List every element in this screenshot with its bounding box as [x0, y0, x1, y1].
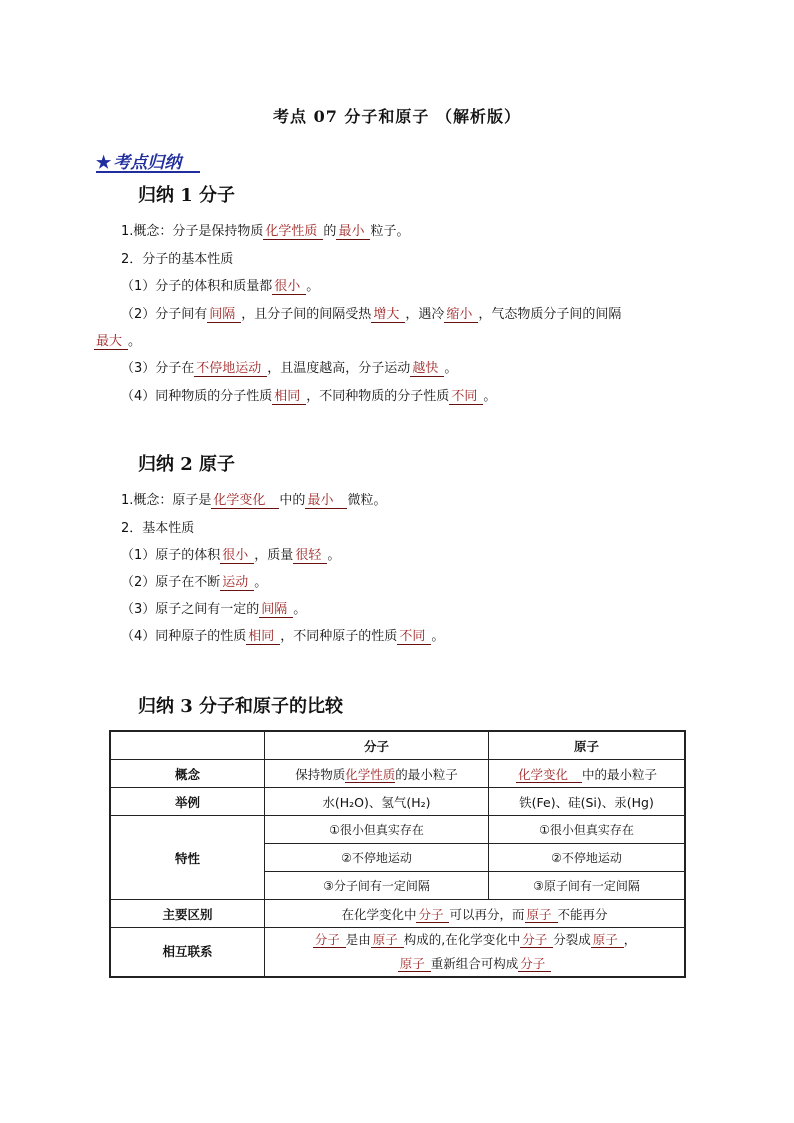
s1-line-4: （2）分子间有 间隔 ，且分子间的间隔受热 增大 ，遇冷 缩小 ，气态物质分子间的间隔: [121, 307, 622, 322]
star-icon: ★: [96, 153, 112, 173]
summary-badge: [96, 148, 181, 173]
s2-line-3: （1）原子的体积 很小 ，质量 很轻 。: [121, 548, 341, 563]
difference-cell: 在化学变化中 分子 可以再分，而 原子 不能再分: [265, 900, 686, 928]
s1-line-2: 2．分子的基本性质: [121, 252, 234, 267]
s2-line-6: （4）同种原子的性质 相同 ，不同种原子的性质 不同 。: [121, 629, 445, 644]
s2-line-5: （3）原子之间有一定的 间隔 。: [121, 602, 307, 617]
row-label-example: 举例: [110, 788, 265, 816]
s2-line-2: 2．基本性质: [121, 521, 195, 536]
s2-line-1: 1.概念：原子是 化学变化 中的 最小 微粒。: [121, 493, 387, 508]
molecule-property-1: ①很小但真实存在: [265, 816, 489, 844]
column-header-atom: 原子: [488, 731, 685, 760]
s1-line-6: （4）同种物质的分子性质 相同 ，不同种物质的分子性质 不同 。: [121, 389, 497, 404]
page-title: 考点 07 分子和原子 （解析版）: [273, 107, 521, 126]
row-label-property: 特性: [110, 816, 265, 900]
table-row: [110, 928, 685, 978]
section-2-heading: 归纳 2 原子: [138, 454, 236, 475]
table-row: [110, 816, 685, 844]
row-label-difference: 主要区别: [110, 900, 265, 928]
column-header-molecule: 分子: [265, 731, 489, 760]
s1-line-1: 1.概念：分子是保持物质 化学性质 的 最小 粒子。: [121, 224, 410, 239]
row-label-concept: 概念: [110, 760, 265, 788]
molecule-property-2: ②不停地运动: [265, 844, 489, 872]
atom-concept-cell: 化学变化 中的最小粒子: [488, 760, 685, 788]
molecule-property-3: ③分子间有一定间隔: [265, 872, 489, 900]
table-row: [110, 900, 685, 928]
relation-cell: 分子 是由 原子 构成的,在化学变化中 分子 分裂成 原子 ， 原子 重新组合可构成 分子: [265, 928, 686, 978]
molecule-concept-cell: 保持物质化学性质的最小粒子: [265, 760, 489, 788]
table-row: [110, 760, 685, 788]
molecule-example-cell: 水(H₂O)、氢气(H₂): [265, 788, 489, 816]
s1-line-3: （1）分子的体积和质量都 很小 。: [121, 279, 320, 294]
row-label-relation: 相互联系: [110, 928, 265, 978]
table-corner-cell: [110, 731, 265, 760]
badge-underline: [96, 171, 200, 173]
atom-property-3: ③原子间有一定间隔: [488, 872, 685, 900]
table-header-row: [110, 731, 685, 760]
table-row: [110, 788, 685, 816]
atom-property-1: ①很小但真实存在: [488, 816, 685, 844]
section-3-heading: 归纳 3 分子和原子的比较: [138, 696, 344, 717]
atom-example-cell: 铁(Fe)、硅(Si)、汞(Hg): [488, 788, 685, 816]
s2-line-4: （2）原子在不断 运动 。: [121, 575, 268, 590]
comparison-table: [109, 730, 686, 978]
atom-property-2: ②不停地运动: [488, 844, 685, 872]
section-1-heading: 归纳 1 分子: [138, 185, 236, 206]
summary-badge-label: 考点归纳: [113, 153, 182, 173]
s1-line-5: （3）分子在 不停地运动 ，且温度越高，分子运动 越快 。: [121, 361, 458, 376]
s1-line-4-cont: 最大 。: [96, 334, 142, 349]
